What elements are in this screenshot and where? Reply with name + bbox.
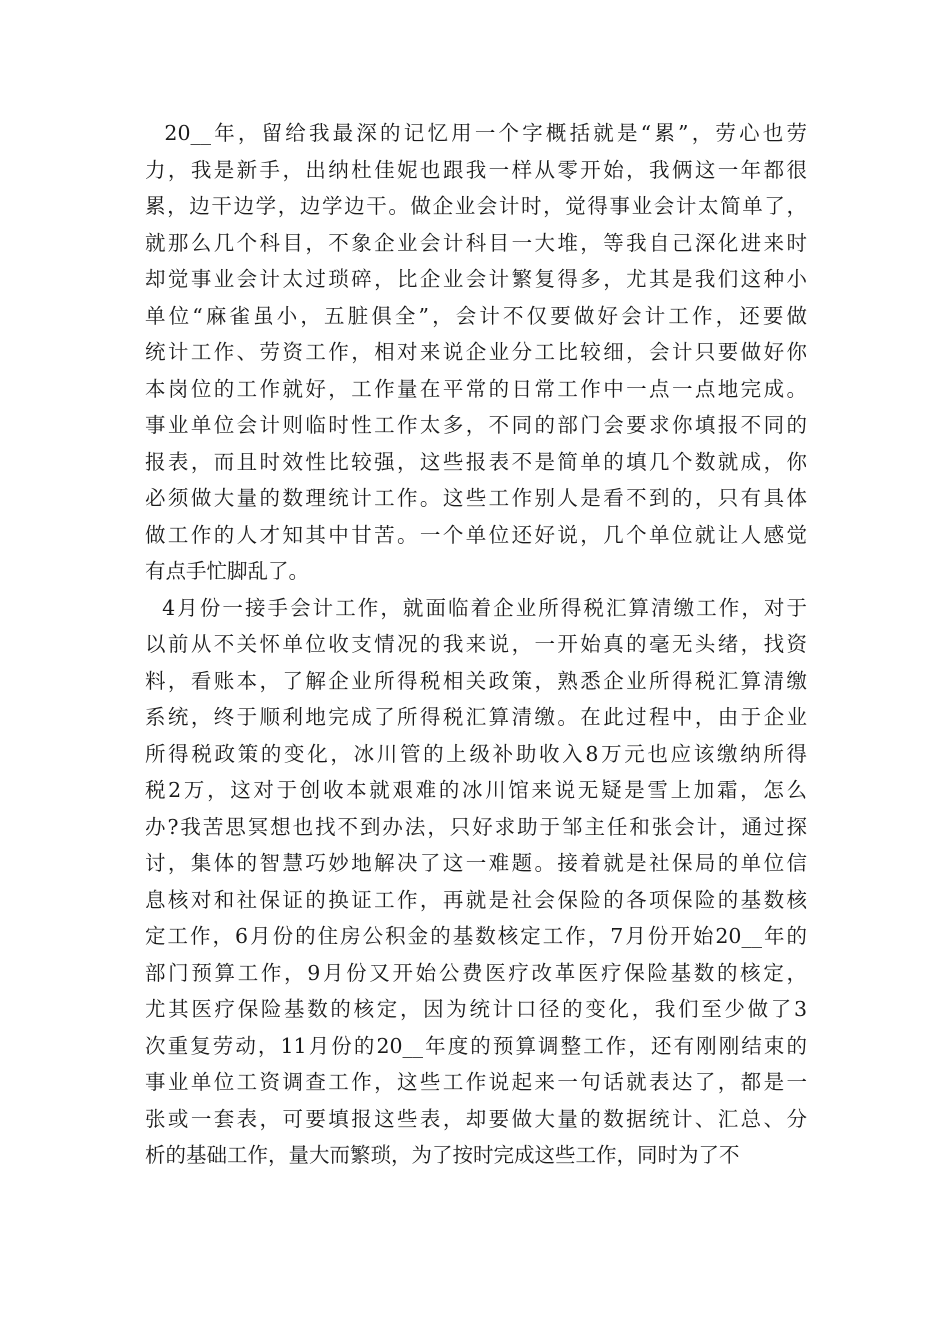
text-line: 做工作的人才知其中甘苦。一个单位还好说，几个单位就让人感觉 [145, 522, 807, 547]
text-line: 事业单位会计则临时性工作太多，不同的部门会要求你填报不同的 [145, 413, 807, 437]
paragraph [145, 590, 807, 1174]
text-line: 料，看账本，了解企业所得税相关政策，熟悉企业所得税汇算清缴 [145, 668, 807, 693]
paragraph [145, 115, 807, 590]
text-line: 20__年，留给我最深的记忆用一个字概括就是“累”，劳心也劳 [145, 121, 807, 145]
text-line: 报表，而且时效性比较强，这些报表不是简单的填几个数就成，你 [145, 449, 807, 474]
text-line: 办?我苦思冥想也找不到办法，只好求助于邹主任和张会计，通过探 [145, 814, 807, 839]
text-line: 单位“麻雀虽小，五脏俱全”，会计不仅要做好会计工作，还要做 [145, 303, 807, 328]
text-line: 部门预算工作，9月份又开始公费医疗改革医疗保险基数的核定， [145, 960, 807, 985]
text-line: 定工作，6月份的住房公积金的基数核定工作，7月份开始20__年的 [145, 924, 807, 948]
text-line: 次重复劳动，11月份的20__年度的预算调整工作，还有刚刚结束的 [145, 1033, 807, 1058]
text-line: 就那么几个科目，不象企业会计科目一大堆，等我自己深化进来时 [145, 230, 807, 255]
text-line: 析的基础工作，量大而繁琐，为了按时完成这些工作，同时为了不 [145, 1143, 740, 1167]
text-line: 税2万，这对于创收本就艰难的冰川馆来说无疑是雪上加霜，怎么 [145, 778, 807, 802]
text-line: 讨，集体的智慧巧妙地解决了这一难题。接着就是社保局的单位信 [145, 851, 807, 875]
text-line: 系统，终于顺利地完成了所得税汇算清缴。在此过程中，由于企业 [145, 705, 807, 729]
text-line: 息核对和社保证的换证工作，再就是社会保险的各项保险的基数核 [145, 887, 807, 912]
text-line: 事业单位工资调查工作，这些工作说起来一句话就表达了，都是一 [145, 1070, 807, 1094]
text-line: 却觉事业会计太过琐碎，比企业会计繁复得多，尤其是我们这种小 [145, 267, 807, 291]
text-line: 以前从不关怀单位收支情况的我来说，一开始真的毫无头绪，找资 [145, 632, 807, 656]
text-line: 统计工作、劳资工作，相对来说企业分工比较细，会计只要做好你 [145, 340, 807, 364]
text-line: 尤其医疗保险基数的核定，因为统计口径的变化，我们至少做了3 [145, 997, 807, 1021]
text-line: 本岗位的工作就好，工作量在平常的日常工作中一点一点地完成。 [145, 376, 807, 401]
text-line: 力，我是新手，出纳杜佳妮也跟我一样从零开始，我俩这一年都很 [145, 157, 807, 182]
text-line: 必须做大量的数理统计工作。这些工作别人是看不到的，只有具体 [145, 486, 807, 510]
text-line: 张或一套表，可要填报这些表，却要做大量的数据统计、汇总、分 [145, 1106, 807, 1131]
document-body [145, 115, 807, 1174]
text-line: 有点手忙脚乱了。 [145, 559, 309, 583]
text-line: 累，边干边学，边学边干。做企业会计时，觉得事业会计太简单了， [145, 194, 807, 218]
text-line: 所得税政策的变化，冰川管的上级补助收入8万元也应该缴纳所得 [145, 741, 807, 766]
text-line: 4月份一接手会计工作，就面临着企业所得税汇算清缴工作，对于 [145, 595, 807, 620]
